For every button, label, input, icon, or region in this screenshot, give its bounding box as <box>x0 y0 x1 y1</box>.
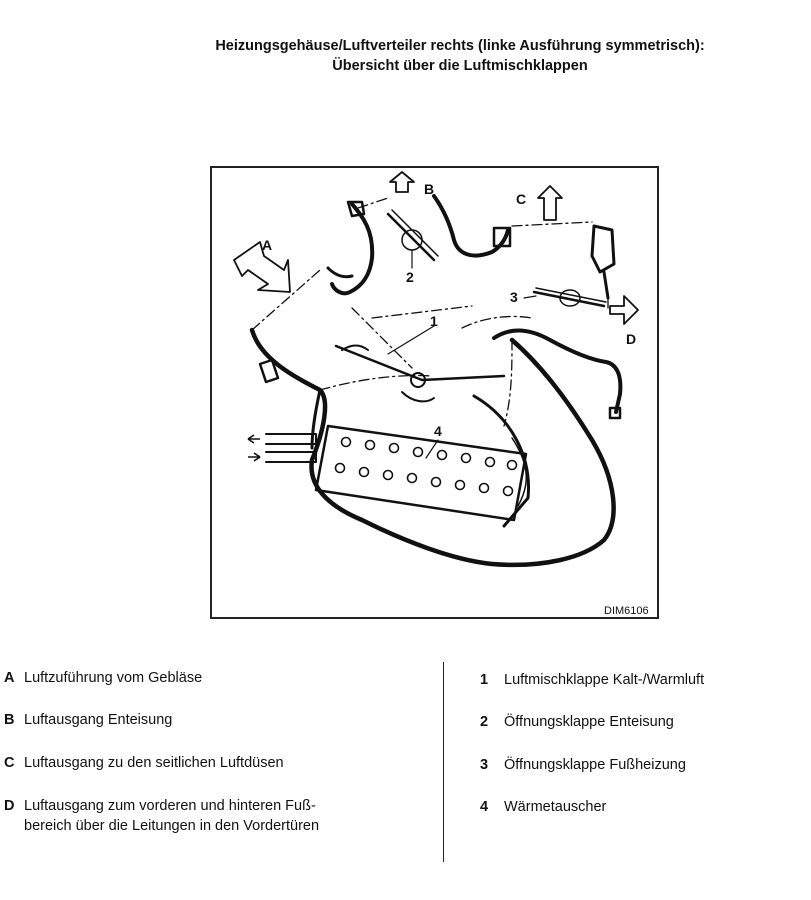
defrost-outlet-arrow-icon <box>390 172 414 192</box>
legend-key: D <box>4 798 15 814</box>
leader-3 <box>524 296 536 298</box>
callout-c: C <box>516 191 527 207</box>
legend-key: C <box>4 755 15 771</box>
legend-key: 3 <box>480 757 489 773</box>
title-line-2: Übersicht über die Luftmischklappen <box>332 58 588 74</box>
legend-line: Wärmetauscher <box>504 799 607 815</box>
legend-line: Luftzuführung vom Gebläse <box>24 670 203 686</box>
coolant-pipe-bottom <box>266 452 316 462</box>
legend-line: Luftausgang zu den seitlichen Luftdüsen <box>24 755 284 771</box>
legend-text <box>504 797 800 817</box>
defrost-door-2-blade <box>388 214 434 260</box>
coolant-in-arrow-icon <box>248 453 260 461</box>
legend-text <box>504 755 800 775</box>
legend-text <box>24 753 429 773</box>
flow-line-right-a <box>504 340 512 426</box>
heat-exchanger-pipe <box>474 396 529 526</box>
callout-d: D <box>626 331 637 347</box>
right-connector-neck <box>604 272 608 298</box>
flow-line-center-c <box>372 306 472 318</box>
leader-1 <box>388 326 434 354</box>
page-title <box>120 36 800 76</box>
legend-text <box>24 668 429 688</box>
leader-4 <box>426 440 438 458</box>
legend-line: Luftausgang zum vorderen und hinteren Fuß- <box>24 798 316 814</box>
flow-line-top-b <box>512 222 592 226</box>
legend-key: B <box>4 712 15 728</box>
legend-text <box>24 710 429 730</box>
legend-line: Luftmischklappe Kalt-/Warmluft <box>504 672 705 688</box>
footwell-outlet-arrow-icon <box>610 296 638 324</box>
blend-door-1-seal <box>402 392 434 401</box>
legend-key: 1 <box>480 672 489 688</box>
defrost-duct-left <box>332 204 372 293</box>
callout-4: 4 <box>434 423 442 439</box>
legend-text <box>24 796 429 836</box>
legend-line: bereich über die Leitungen in den Vordertüren <box>24 818 320 834</box>
legend-line: Öffnungsklappe Enteisung <box>504 714 674 730</box>
legend-line: Luftausgang Enteisung <box>24 712 173 728</box>
right-connector <box>592 226 614 272</box>
callout-1: 1 <box>430 313 438 329</box>
title-line-1: Heizungsgehäuse/Luftverteiler rechts (linke Ausführung symmetrisch): <box>215 38 705 54</box>
heat-exchanger-tubes <box>336 438 517 496</box>
legend-key: A <box>4 670 15 686</box>
legend-line: Öffnungsklappe Fußheizung <box>504 757 686 773</box>
legend-key: 2 <box>480 714 489 730</box>
legend-divider <box>443 662 444 862</box>
heat-exchanger-body <box>316 426 526 520</box>
side-vent-arrow-icon <box>538 186 562 220</box>
coolant-out-arrow-icon <box>248 435 260 443</box>
callout-3: 3 <box>510 289 518 305</box>
coolant-pipe-top <box>266 434 316 444</box>
heater-housing-diagram <box>210 166 659 619</box>
defrost-duct-left-inner <box>328 268 352 277</box>
flow-line-right-b <box>462 316 532 328</box>
figure-code: DIM6106 <box>604 605 649 617</box>
legend-text <box>504 670 800 690</box>
defrost-door-2-pivot <box>402 230 422 250</box>
diagram-drawing <box>212 168 661 621</box>
callout-a: A <box>262 237 273 253</box>
callout-2: 2 <box>406 269 414 285</box>
legend-text <box>504 712 800 732</box>
callout-b: B <box>424 181 435 197</box>
legend-key: 4 <box>480 799 489 815</box>
